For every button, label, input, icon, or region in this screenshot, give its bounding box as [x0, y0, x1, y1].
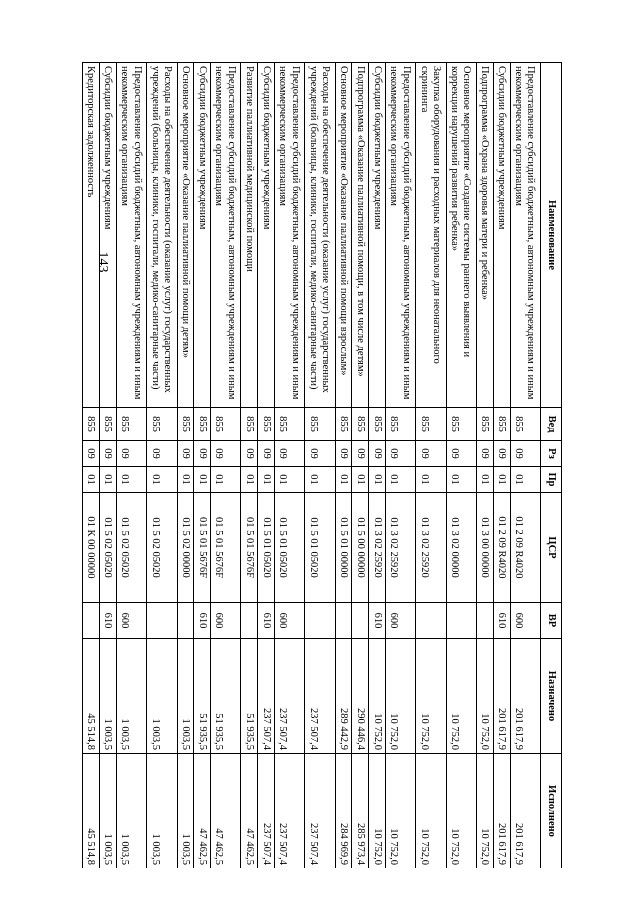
cell-name: Основное мероприятие «Оказание паллиативной помощи взрослым»: [335, 63, 352, 408]
table-rotation: [82, 62, 562, 868]
cell-pr: 01: [258, 467, 275, 493]
cell-name: Субсидии бюджетным учреждениям: [100, 63, 117, 408]
cell-rz: 09: [335, 441, 352, 467]
cell-pr: 01: [211, 467, 241, 493]
cell-rz: 09: [194, 441, 211, 467]
cell-executed: 201 617,9: [510, 754, 540, 869]
cell-rz: 09: [352, 441, 369, 467]
cell-ved: 855: [305, 408, 335, 441]
cell-executed: 10 752,0: [446, 754, 476, 869]
cell-ved: 855: [275, 408, 305, 441]
cell-csr: 01 5 01 5676F: [241, 493, 258, 603]
cell-assigned: 237 507,4: [275, 639, 305, 754]
cell-pr: 01: [194, 467, 211, 493]
cell-rz: 09: [510, 441, 540, 467]
cell-rz: 09: [116, 441, 146, 467]
cell-csr: 01 5 01 5676F: [194, 493, 211, 603]
cell-csr: 01 5 00 00000: [352, 493, 369, 603]
cell-pr: 01: [416, 467, 446, 493]
cell-csr: 01 3 02 25920: [416, 493, 446, 603]
cell-pr: 01: [335, 467, 352, 493]
cell-name: Развитие паллиативной медицинской помощи: [241, 63, 258, 408]
table-row: [369, 63, 386, 869]
cell-pr: 01: [275, 467, 305, 493]
cell-vr: 600: [211, 603, 241, 639]
cell-vr: [147, 603, 177, 639]
cell-vr: [241, 603, 258, 639]
cell-name: Предоставление субсидий бюджетным, автономным учреждениям и иным некоммерческим организациям: [510, 63, 540, 408]
cell-assigned: 1 003,5: [100, 639, 117, 754]
cell-name: Кредиторская задолженность: [83, 63, 100, 408]
cell-ved: 855: [241, 408, 258, 441]
cell-assigned: 10 752,0: [416, 639, 446, 754]
header-ved: Вед: [541, 408, 562, 441]
budget-table: [82, 62, 562, 868]
table-row: [83, 63, 100, 869]
cell-name: Предоставление субсидий бюджетным, автономным учреждениям и иным некоммерческим организациям: [386, 63, 416, 408]
cell-ved: 855: [177, 408, 194, 441]
table-row: [477, 63, 494, 869]
table-row: [194, 63, 211, 869]
table-row: [335, 63, 352, 869]
header-assigned: Назначено: [541, 639, 562, 754]
cell-pr: 01: [477, 467, 494, 493]
cell-assigned: 45 514,8: [83, 639, 100, 754]
table-body: [83, 63, 541, 869]
cell-executed: 285 973,4: [352, 754, 369, 869]
cell-name: Подпрограмма «Оказание паллиативной помощи, в том числе детям»: [352, 63, 369, 408]
cell-rz: 09: [258, 441, 275, 467]
cell-rz: 09: [369, 441, 386, 467]
cell-executed: 10 752,0: [386, 754, 416, 869]
cell-vr: [83, 603, 100, 639]
cell-vr: [335, 603, 352, 639]
header-pr: Пр: [541, 467, 562, 493]
cell-executed: 1 003,5: [177, 754, 194, 869]
cell-csr: 01 5 02 05020: [100, 493, 117, 603]
cell-ved: 855: [493, 408, 510, 441]
cell-csr: 01 5 01 05020: [258, 493, 275, 603]
cell-assigned: 51 935,5: [241, 639, 258, 754]
cell-name: Субсидии бюджетным учреждениям: [369, 63, 386, 408]
cell-vr: 600: [116, 603, 146, 639]
cell-pr: 01: [352, 467, 369, 493]
table-row: [386, 63, 416, 869]
cell-executed: 284 969,9: [335, 754, 352, 869]
cell-executed: 237 507,4: [258, 754, 275, 869]
cell-assigned: 201 617,9: [493, 639, 510, 754]
cell-csr: 01 5 02 05020: [116, 493, 146, 603]
cell-pr: 01: [116, 467, 146, 493]
rotated-table-container: [82, 62, 562, 868]
cell-executed: 237 507,4: [275, 754, 305, 869]
cell-pr: 01: [510, 467, 540, 493]
table-row: [305, 63, 335, 869]
cell-vr: 600: [275, 603, 305, 639]
cell-assigned: 51 935,5: [194, 639, 211, 754]
page-number: 143: [95, 251, 110, 273]
cell-csr: 01 5 02 05020: [147, 493, 177, 603]
header-vr: ВР: [541, 603, 562, 639]
header-rz: Рз: [541, 441, 562, 467]
table-row: [493, 63, 510, 869]
cell-rz: 09: [416, 441, 446, 467]
cell-assigned: 201 617,9: [510, 639, 540, 754]
cell-ved: 855: [194, 408, 211, 441]
cell-vr: [352, 603, 369, 639]
cell-executed: 10 752,0: [477, 754, 494, 869]
cell-pr: 01: [493, 467, 510, 493]
cell-executed: 1 003,5: [100, 754, 117, 869]
cell-rz: 09: [305, 441, 335, 467]
cell-executed: 10 752,0: [369, 754, 386, 869]
table-row: [275, 63, 305, 869]
cell-rz: 09: [100, 441, 117, 467]
cell-assigned: 289 442,9: [335, 639, 352, 754]
cell-csr: 01 3 00 00000: [477, 493, 494, 603]
cell-assigned: 1 003,5: [147, 639, 177, 754]
cell-csr: 01 5 01 05020: [275, 493, 305, 603]
cell-ved: 855: [83, 408, 100, 441]
table-row: [352, 63, 369, 869]
header-csr: ЦСР: [541, 493, 562, 603]
cell-executed: 201 617,9: [493, 754, 510, 869]
cell-vr: 600: [386, 603, 416, 639]
cell-vr: [305, 603, 335, 639]
cell-ved: 855: [258, 408, 275, 441]
cell-assigned: 1 003,5: [177, 639, 194, 754]
cell-rz: 09: [83, 441, 100, 467]
cell-name: Субсидии бюджетным учреждениям: [493, 63, 510, 408]
cell-name: Расходы на обеспечение деятельности (оказание услуг) государственных учреждений (больницы, клиники, госпитали, медико-санитарные части): [147, 63, 177, 408]
table-header-row: [541, 63, 562, 869]
cell-assigned: 10 752,0: [477, 639, 494, 754]
cell-executed: 45 514,8: [83, 754, 100, 869]
cell-assigned: 237 507,4: [258, 639, 275, 754]
cell-vr: 610: [100, 603, 117, 639]
cell-rz: 09: [493, 441, 510, 467]
cell-name: Закупка оборудования и расходных материалов для неонатального скрининга: [416, 63, 446, 408]
cell-name: Предоставление субсидий бюджетным, автономным учреждениям и иным некоммерческим организациям: [211, 63, 241, 408]
table-row: [258, 63, 275, 869]
cell-csr: 01 К 00 00000: [83, 493, 100, 603]
table-row: [416, 63, 446, 869]
cell-executed: 47 462,5: [211, 754, 241, 869]
cell-vr: [177, 603, 194, 639]
cell-csr: 01 3 02 00000: [446, 493, 476, 603]
cell-ved: 855: [416, 408, 446, 441]
table-row: [241, 63, 258, 869]
cell-csr: 01 3 02 25920: [369, 493, 386, 603]
cell-csr: 01 3 02 25920: [386, 493, 416, 603]
cell-rz: 09: [446, 441, 476, 467]
cell-pr: 01: [305, 467, 335, 493]
cell-ved: 855: [369, 408, 386, 441]
cell-assigned: 10 752,0: [446, 639, 476, 754]
cell-vr: 600: [510, 603, 540, 639]
cell-executed: 47 462,5: [241, 754, 258, 869]
cell-ved: 855: [147, 408, 177, 441]
cell-assigned: 290 446,4: [352, 639, 369, 754]
cell-pr: 01: [386, 467, 416, 493]
cell-ved: 855: [211, 408, 241, 441]
cell-csr: 01 2 09 R4020: [493, 493, 510, 603]
cell-pr: 01: [177, 467, 194, 493]
cell-rz: 09: [177, 441, 194, 467]
cell-csr: 01 2 09 R4020: [510, 493, 540, 603]
cell-rz: 09: [147, 441, 177, 467]
cell-name: Субсидии бюджетным учреждениям: [258, 63, 275, 408]
cell-executed: 237 507,4: [305, 754, 335, 869]
cell-executed: 47 462,5: [194, 754, 211, 869]
cell-name: Субсидии бюджетным учреждениям: [194, 63, 211, 408]
cell-vr: 610: [258, 603, 275, 639]
cell-executed: 1 003,5: [147, 754, 177, 869]
cell-ved: 855: [352, 408, 369, 441]
cell-assigned: 51 935,5: [211, 639, 241, 754]
cell-rz: 09: [477, 441, 494, 467]
cell-assigned: 10 752,0: [386, 639, 416, 754]
cell-vr: [416, 603, 446, 639]
cell-pr: 01: [100, 467, 117, 493]
cell-name: Расходы на обеспечение деятельности (оказание услуг) государственных учреждений (больницы, клиники, госпитали, медико-санитарные части): [305, 63, 335, 408]
cell-ved: 855: [446, 408, 476, 441]
table-row: [211, 63, 241, 869]
cell-vr: [446, 603, 476, 639]
cell-pr: 01: [446, 467, 476, 493]
cell-ved: 855: [386, 408, 416, 441]
cell-vr: 610: [194, 603, 211, 639]
cell-csr: 01 5 01 05020: [305, 493, 335, 603]
cell-name: Основное мероприятие «Оказание паллиативной помощи детям»: [177, 63, 194, 408]
cell-assigned: 1 003,5: [116, 639, 146, 754]
cell-csr: 01 5 01 00000: [335, 493, 352, 603]
cell-vr: [477, 603, 494, 639]
cell-assigned: 10 752,0: [369, 639, 386, 754]
table-row: [116, 63, 146, 869]
cell-rz: 09: [241, 441, 258, 467]
cell-pr: 01: [369, 467, 386, 493]
cell-vr: 610: [493, 603, 510, 639]
cell-rz: 09: [211, 441, 241, 467]
table-row: [510, 63, 540, 869]
cell-name: Подпрограмма «Охрана здоровья матери и ребенка»: [477, 63, 494, 408]
cell-csr: 01 5 01 5676F: [211, 493, 241, 603]
cell-ved: 855: [335, 408, 352, 441]
cell-vr: 610: [369, 603, 386, 639]
cell-name: Предоставление субсидий бюджетным, автономным учреждениям и иным некоммерческим организациям: [275, 63, 305, 408]
cell-pr: 01: [241, 467, 258, 493]
cell-name: Предоставление субсидий бюджетным, автономным учреждениям и иным некоммерческим организациям: [116, 63, 146, 408]
table-row: [446, 63, 476, 869]
header-name: Наименование: [541, 63, 562, 408]
header-executed: Исполнено: [541, 754, 562, 869]
table-row: [100, 63, 117, 869]
cell-assigned: 237 507,4: [305, 639, 335, 754]
cell-rz: 09: [386, 441, 416, 467]
cell-pr: 01: [147, 467, 177, 493]
cell-csr: 01 5 02 00000: [177, 493, 194, 603]
cell-ved: 855: [100, 408, 117, 441]
cell-ved: 855: [510, 408, 540, 441]
cell-ved: 855: [477, 408, 494, 441]
table-row: [177, 63, 194, 869]
cell-executed: 1 003,5: [116, 754, 146, 869]
cell-ved: 855: [116, 408, 146, 441]
cell-pr: 01: [83, 467, 100, 493]
cell-name: Основное мероприятие «Создание системы раннего выявления и коррекции нарушений развития ребенка»: [446, 63, 476, 408]
cell-rz: 09: [275, 441, 305, 467]
table-row: [147, 63, 177, 869]
cell-executed: 10 752,0: [416, 754, 446, 869]
